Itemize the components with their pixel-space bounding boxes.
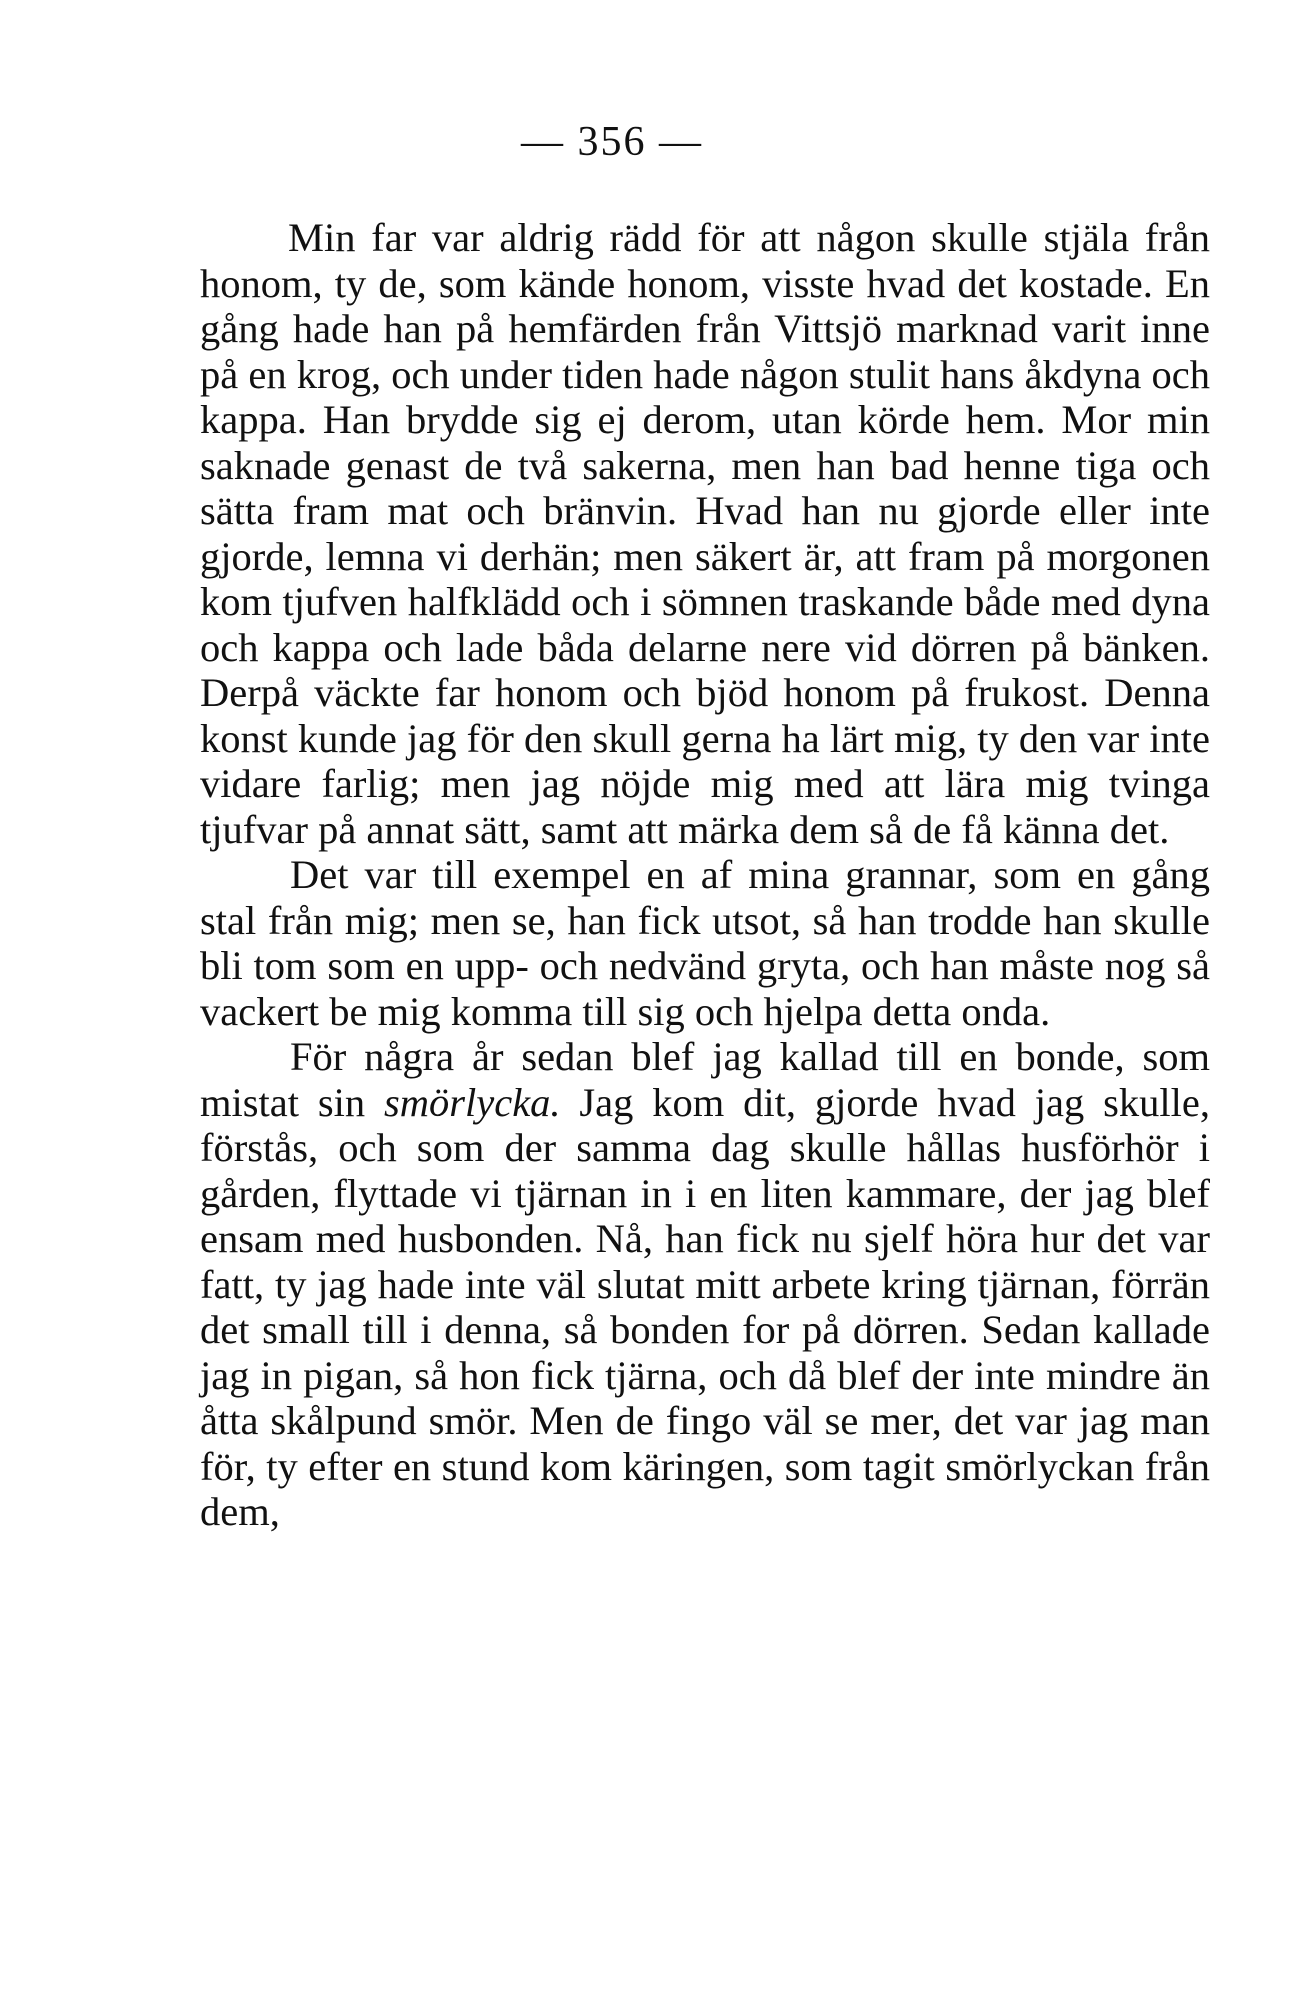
page-number: — 356 — — [521, 119, 703, 165]
paragraph-1: Min far var aldrig rädd för att någon skulle stjäla från honom, ty de, som kände honom, visste hvad det kostade. En gång hade han på hemfärden från Vittsjö marknad varit inne på en krog, och under tiden hade någon stulit hans åkdyna och kappa. Han brydde sig ej derom, utan körde hem. Mor min saknade genast de två sakerna, men han bad henne tiga och sätta fram mat och bränvin. Hvad han nu gjorde eller inte gjorde, lemna vi derhän; men säkert är, att fram på morgonen kom tjufven halfklädd och i sömnen traskande både med dyna och kappa och lade båda delarne nere vid dörren på bänken. Derpå väckte far honom och bjöd honom på frukost. Denna konst kunde jag för den skull gerna ha lärt mig, ty den var inte vidare farlig; men jag nöjde mig med att lära mig tvinga tjufvar på annat sätt, samt att märka dem så de få känna det. — [200, 215, 1210, 852]
body-text — [200, 215, 1210, 1535]
paragraph-2: Det var till exempel en af mina grannar, som en gång stal från mig; men se, han fick utsot, så han trodde han skulle bli tom som en upp- och nedvänd gryta, och han måste nog så vackert be mig komma till sig och hjelpa detta onda. — [200, 852, 1210, 1034]
paragraph-3-after: Jag kom dit, gjorde hvad jag skulle, förstås, och som der samma dag skulle hållas husförhör i gården, flyttade vi tjärnan in i en liten kammare, der jag blef ensam med husbonden. Nå, han fick nu sjelf höra hur det var fatt, ty jag hade inte väl slutat mitt arbete kring tjärnan, förrän det small till i denna, så bonden for på dörren. Sedan kallade jag in pigan, så hon fick tjärna, och då blef der inte mindre än åtta skålpund smör. Men de fingo väl se mer, det var jag man för, ty efter en stund kom käringen, som tagit smörlyckan från dem, — [200, 1079, 1210, 1534]
paragraph-3-before: För några år sedan blef jag kallad till en bonde, som mistat sin — [200, 1034, 1210, 1125]
italic-term: smörlycka. — [383, 1079, 561, 1125]
paragraph-3 — [200, 1034, 1210, 1535]
